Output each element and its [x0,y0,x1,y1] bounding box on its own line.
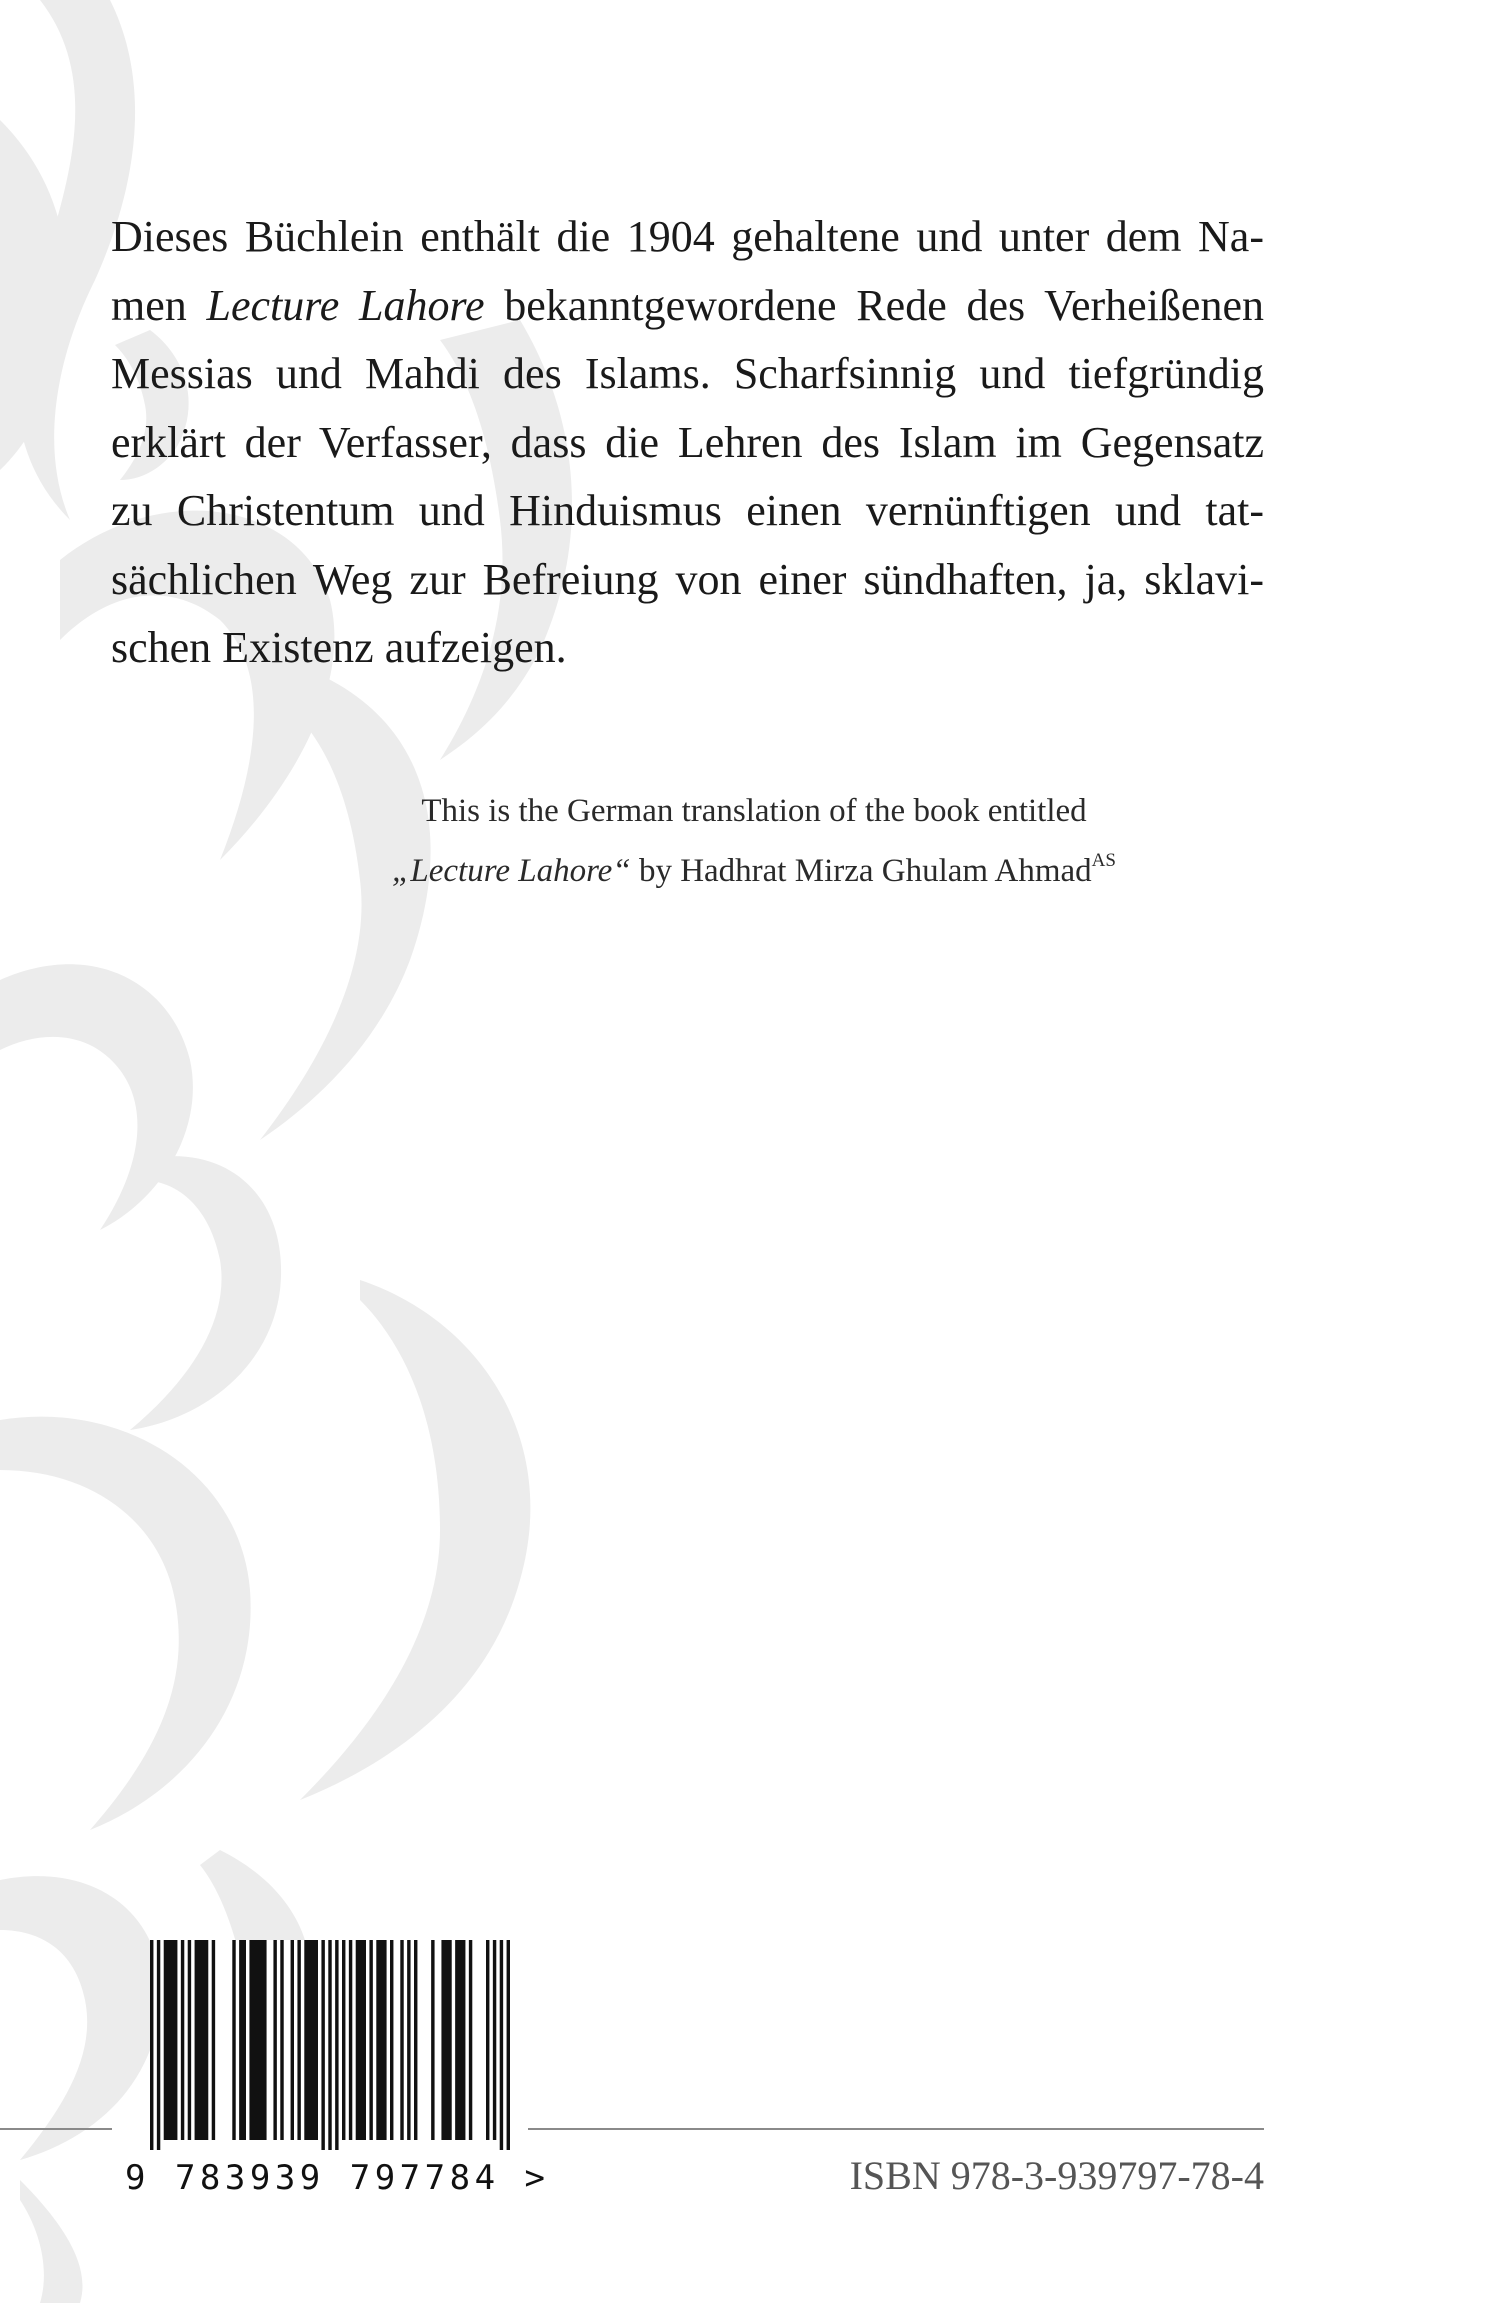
barcode-bar [342,1940,345,2140]
barcode-bar [304,1940,318,2140]
barcode-digits: 9 783939 797784 > [125,2158,550,2198]
barcode-bar [164,1940,178,2140]
book-title-quoted: „Lecture Lahore“ [392,853,631,889]
barcode-bar [157,1940,160,2150]
barcode-bar [469,1940,472,2140]
barcode-bar [249,1940,266,2140]
barcode-bar [335,1940,338,2150]
barcode-bar [297,1940,300,2140]
blurb-line [111,272,1264,341]
barcode-bar [232,1940,235,2140]
barcode-bar [349,1940,352,2140]
honorific-superscript: AS [1091,850,1116,871]
barcode-bar [507,1940,510,2150]
blurb-text-span: men [111,280,207,330]
rule-right [528,2128,1264,2130]
barcode-bar [239,1940,246,2140]
barcode-bar [273,1940,276,2140]
rule-left [0,2128,112,2130]
barcode-bar [280,1940,283,2140]
barcode-bar [455,1940,465,2140]
blurb-text-span: bekanntgewordene Rede des Verheißenen [484,280,1264,330]
barcode-bar [500,1940,503,2150]
barcode-bar [376,1940,386,2140]
barcode-bar [321,1940,324,2150]
translation-note-line [0,836,1508,896]
barcode [150,1940,510,2150]
isbn-number: ISBN 978-3-939797-78-4 [849,2153,1264,2198]
barcode-bar [291,1940,294,2140]
barcode-bar [486,1940,489,2140]
barcode-bar [431,1940,434,2140]
barcode-bar [356,1940,366,2140]
blurb-line: schen Existenz aufzeigen. [111,623,567,672]
barcode-bar [493,1940,496,2140]
blurb-line: zu Christentum und Hinduismus einen vernünftigen und tat- [111,486,1264,535]
translation-note [0,787,1508,896]
barcode-bar [369,1940,372,2140]
barcode-bar [212,1940,215,2140]
barcode-bar [328,1940,331,2150]
barcode-bar [195,1940,209,2140]
barcode-bar [400,1940,403,2140]
barcode-bar [407,1940,410,2140]
book-title-italic: Lecture Lahore [206,280,485,330]
author-name: by Hadhrat Mirza Ghulam Ahmad [630,853,1092,889]
blurb-text [111,203,1264,683]
barcode-bar [150,1940,153,2150]
blurb-line: erklärt der Verfasser, dass die Lehren des Islam im Gegensatz [111,417,1264,467]
barcode-bar [390,1940,393,2140]
barcode-bar [181,1940,184,2140]
blurb-line: sächlichen Weg zur Befreiung von einer sündhaften, ja, sklavi- [111,554,1264,604]
translation-note-line: This is the German translation of the book entitled [421,793,1087,829]
blurb-line: Dieses Büchlein enthält die 1904 gehaltene und unter dem Na- [111,212,1264,261]
barcode-bar [188,1940,191,2140]
blurb-line: Messias und Mahdi des Islams. Scharfsinnig und tiefgründig [111,349,1264,398]
barcode-bar [441,1940,451,2140]
barcode-bar [414,1940,417,2140]
